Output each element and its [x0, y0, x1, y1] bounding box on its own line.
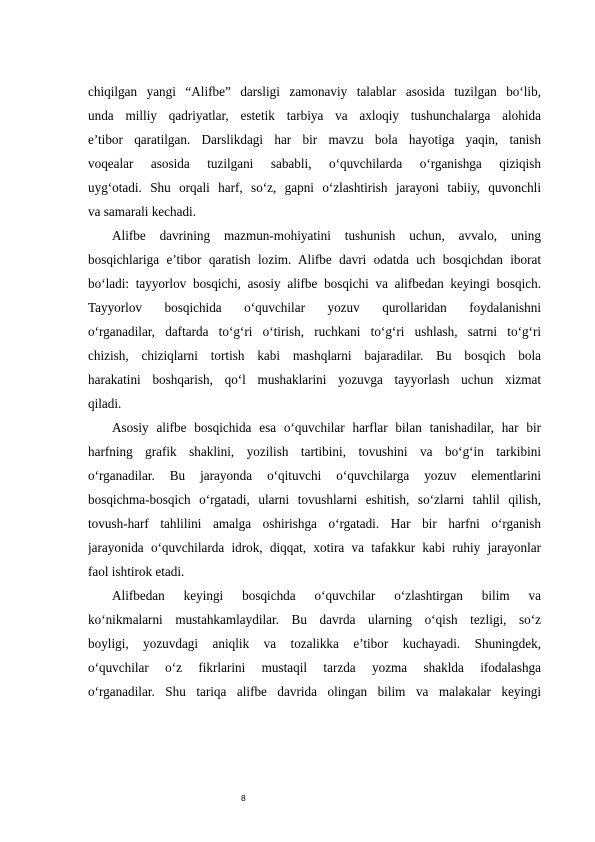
- text-line-12: chizish, chiziqlarni tortish kabi mashqlarni bajaradilar. Bu bosqich bola: [88, 348, 541, 363]
- text-line-20: jarayonida o‘quvchilarda idrok, diqqat, xotira va tafakkur kabi ruhiy jarayonlar: [88, 540, 541, 555]
- text-line-17: o‘rganadilar. Bu jarayonda o‘qituvchi o‘quvchilarga yozuv elementlarini: [88, 468, 541, 483]
- text-line-18: bosqichma-bosqich o‘rgatadi, ularni tovushlarni eshitish, so‘zlarni tahlil qilish,: [88, 492, 541, 507]
- text-line-23: ko‘nikmalarni mustahkamlaydilar. Bu davrda ularning o‘qish tezligi, so‘z: [88, 612, 541, 627]
- text-line-6: va samarali kechadi.: [88, 204, 197, 219]
- page-number: 8: [241, 793, 246, 803]
- text-line-10: Tayyorlov bosqichida o‘quvchilar yozuv qurollaridan foydalanishni: [88, 300, 541, 315]
- text-line-4: voqealar asosida tuzilgani sababli, o‘quvchilarda o‘rganishga qiziqish: [88, 156, 541, 171]
- text-line-14: qiladi.: [88, 396, 122, 411]
- text-line-24: boyligi, yozuvdagi aniqlik va tozalikka e’tibor kuchayadi. Shuningdek,: [88, 636, 541, 651]
- text-line-16: harfning grafik shaklini, yozilish tartibini, tovushini va bo‘g‘in tarkibini: [88, 444, 541, 459]
- text-line-7: Alifbe davrining mazmun-mohiyatini tushunish uchun, avvalo, uning: [112, 228, 541, 243]
- text-line-19: tovush-harf tahlilini amalga oshirishga o‘rgatadi. Har bir harfni o‘rganish: [88, 516, 541, 531]
- text-line-22: Alifbedan keyingi bosqichda o‘quvchilar o‘zlashtirgan bilim va: [112, 588, 541, 603]
- text-line-15: Asosiy alifbe bosqichida esa o‘quvchilar harflar bilan tanishadilar, har bir: [112, 420, 541, 435]
- text-line-8: bosqichlariga e’tibor qaratish lozim. Alifbe davri odatda uch bosqichdan iborat: [88, 252, 541, 267]
- text-line-13: harakatini boshqarish, qo‘l mushaklarini yozuvga tayyorlash uchun xizmat: [88, 372, 541, 387]
- text-line-3: e’tibor qaratilgan. Darslikdagi har bir mavzu bola hayotiga yaqin, tanish: [88, 132, 541, 147]
- text-line-2: unda milliy qadriyatlar, estetik tarbiya va axloqiy tushunchalarga alohida: [88, 108, 541, 123]
- text-line-21: faol ishtirok etadi.: [88, 564, 185, 579]
- text-line-11: o‘rganadilar, daftarda to‘g‘ri o‘tirish, ruchkani to‘g‘ri ushlash, satrni to‘g‘ri: [88, 324, 541, 339]
- text-line-9: bo‘ladi: tayyorlov bosqichi, asosiy alifbe bosqichi va alifbedan keyingi bosqich.: [88, 276, 541, 291]
- text-line-25: o‘quvchilar o‘z fikrlarini mustaqil tarzda yozma shaklda ifodalashga: [88, 660, 541, 675]
- text-line-5: uyg‘otadi. Shu orqali harf, so‘z, gapni o‘zlashtirish jarayoni tabiiy, quvonchli: [88, 180, 541, 195]
- text-line-1: chiqilgan yangi “Alifbe” darsligi zamonaviy talablar asosida tuzilgan bo‘lib,: [88, 84, 541, 99]
- text-line-26: o‘rganadilar. Shu tariqa alifbe davrida olingan bilim va malakalar keyingi: [88, 684, 541, 699]
